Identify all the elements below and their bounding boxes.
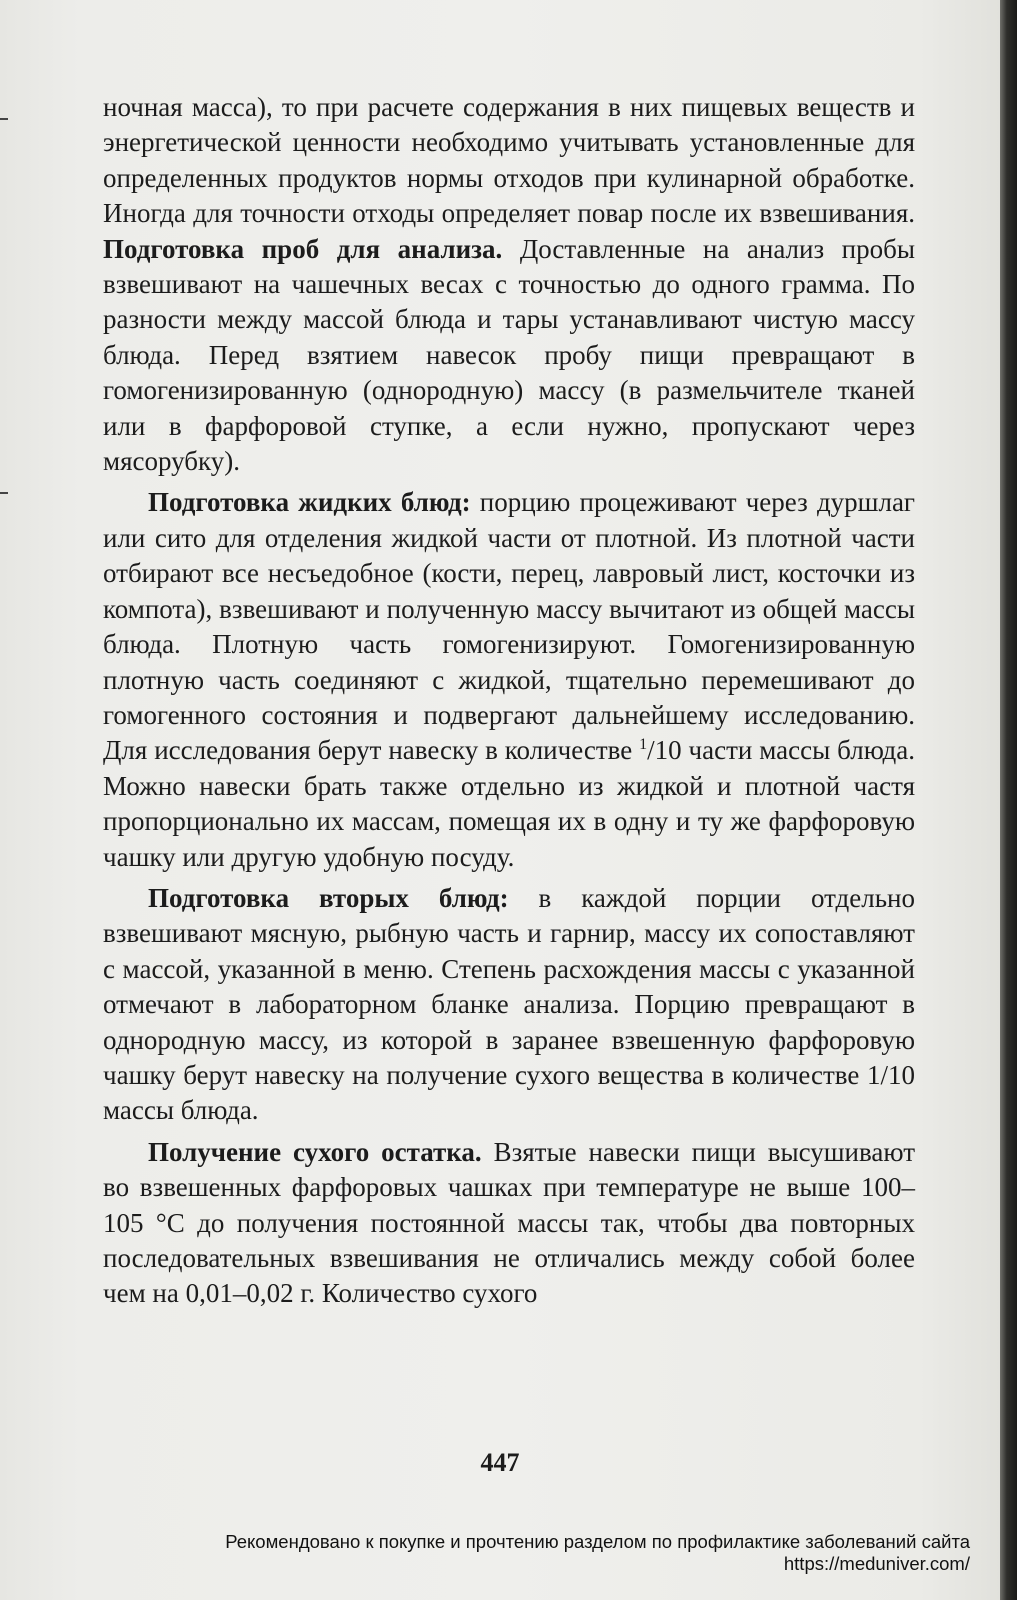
page-number: 447: [480, 1448, 520, 1477]
paragraph-2-text-continued: /10 части массы блюда. Можно навески брать также отдельно из жидкой и плотной частя пропорционально их массам, помещая их в одну и ту же фарфоровую чашку или другую удобную посуду.: [103, 735, 915, 872]
body-text: [103, 90, 915, 1312]
heading-dry-residue: Получение сухого остатка.: [148, 1136, 482, 1167]
paragraph-3: [103, 881, 915, 1129]
paragraph-4: [103, 1135, 915, 1312]
scan-mark: [0, 492, 8, 494]
paragraph-3-text: в каждой порции отдельно взвешивают мясную, рыбную часть и гарнир, массу их сопоставляют с массой, указанной в меню. Степень расхождения массы с указанной отмечают в лабораторном бланке анализа. Порцию превращают в однородную массу, из которой в заранее взвешенную фарфоровую чашку берут навеску на получение сухого вещества в количестве 1/10 массы блюда.: [103, 882, 915, 1126]
paragraph-2-text: порцию процеживают через дуршлаг или сито для отделения жидкой части от плотной. Из плотной части отбирают все несъедобное (кости, перец, лавровый лист, косточки из компота), взвешивают и полученную массу вычитают из общей массы блюда. Плотную часть гомогенизируют. Гомогенизированную плотную часть соединяют с жидкой, тщательно перемешивают до гомогенного состояния и подвергают дальнейшему исследованию. Для исследования берут навеску в количестве: [103, 487, 915, 766]
paragraph-1-text: ночная масса), то при расчете содержания в них пищевых веществ и энергетической ценности необходимо учитывать установленные для определенных продуктов нормы отходов при кулинарной обработке. Иногда для точности отходы определяет повар после их взвешивания.: [103, 92, 915, 229]
book-spine-edge: [1000, 0, 1017, 1600]
paragraph-1-text-continued: Доставленные на анализ пробы взвешивают на чашечных весах с точностью до одного грамма. По разности между массой блюда и тары устанавливают чистую массу блюда. Перед взятием навесок пробу пищи превращают в гомогенизированную (однородную) массу (в размельчителе тканей или в фарфоровой ступке, а если нужно, пропускают через мясорубку).: [103, 233, 915, 477]
heading-liquid-dishes: Подготовка жидких блюд:: [148, 487, 471, 518]
paragraph-4-text: Взятые навески пищи высушивают во взвешенных фарфоровых чашках при температуре не выше 100–105 °С до получения постоянной массы так, чтобы два повторных последовательных взвешивания не отличались между собой более чем на 0,01–0,02 г. Количество сухого: [103, 1136, 915, 1309]
paragraph-2: [103, 485, 915, 874]
footer-recommendation: Рекомендовано к покупке и прочтению разделом по профилактике заболеваний сайта https://meduniver.com/: [225, 1531, 970, 1574]
paragraph-1: [103, 90, 915, 479]
scan-mark: [0, 118, 8, 120]
heading-second-courses: Подготовка вторых блюд:: [148, 882, 509, 913]
superscript: 1: [639, 736, 648, 754]
heading-sample-prep: Подготовка проб для анализа.: [103, 233, 503, 264]
